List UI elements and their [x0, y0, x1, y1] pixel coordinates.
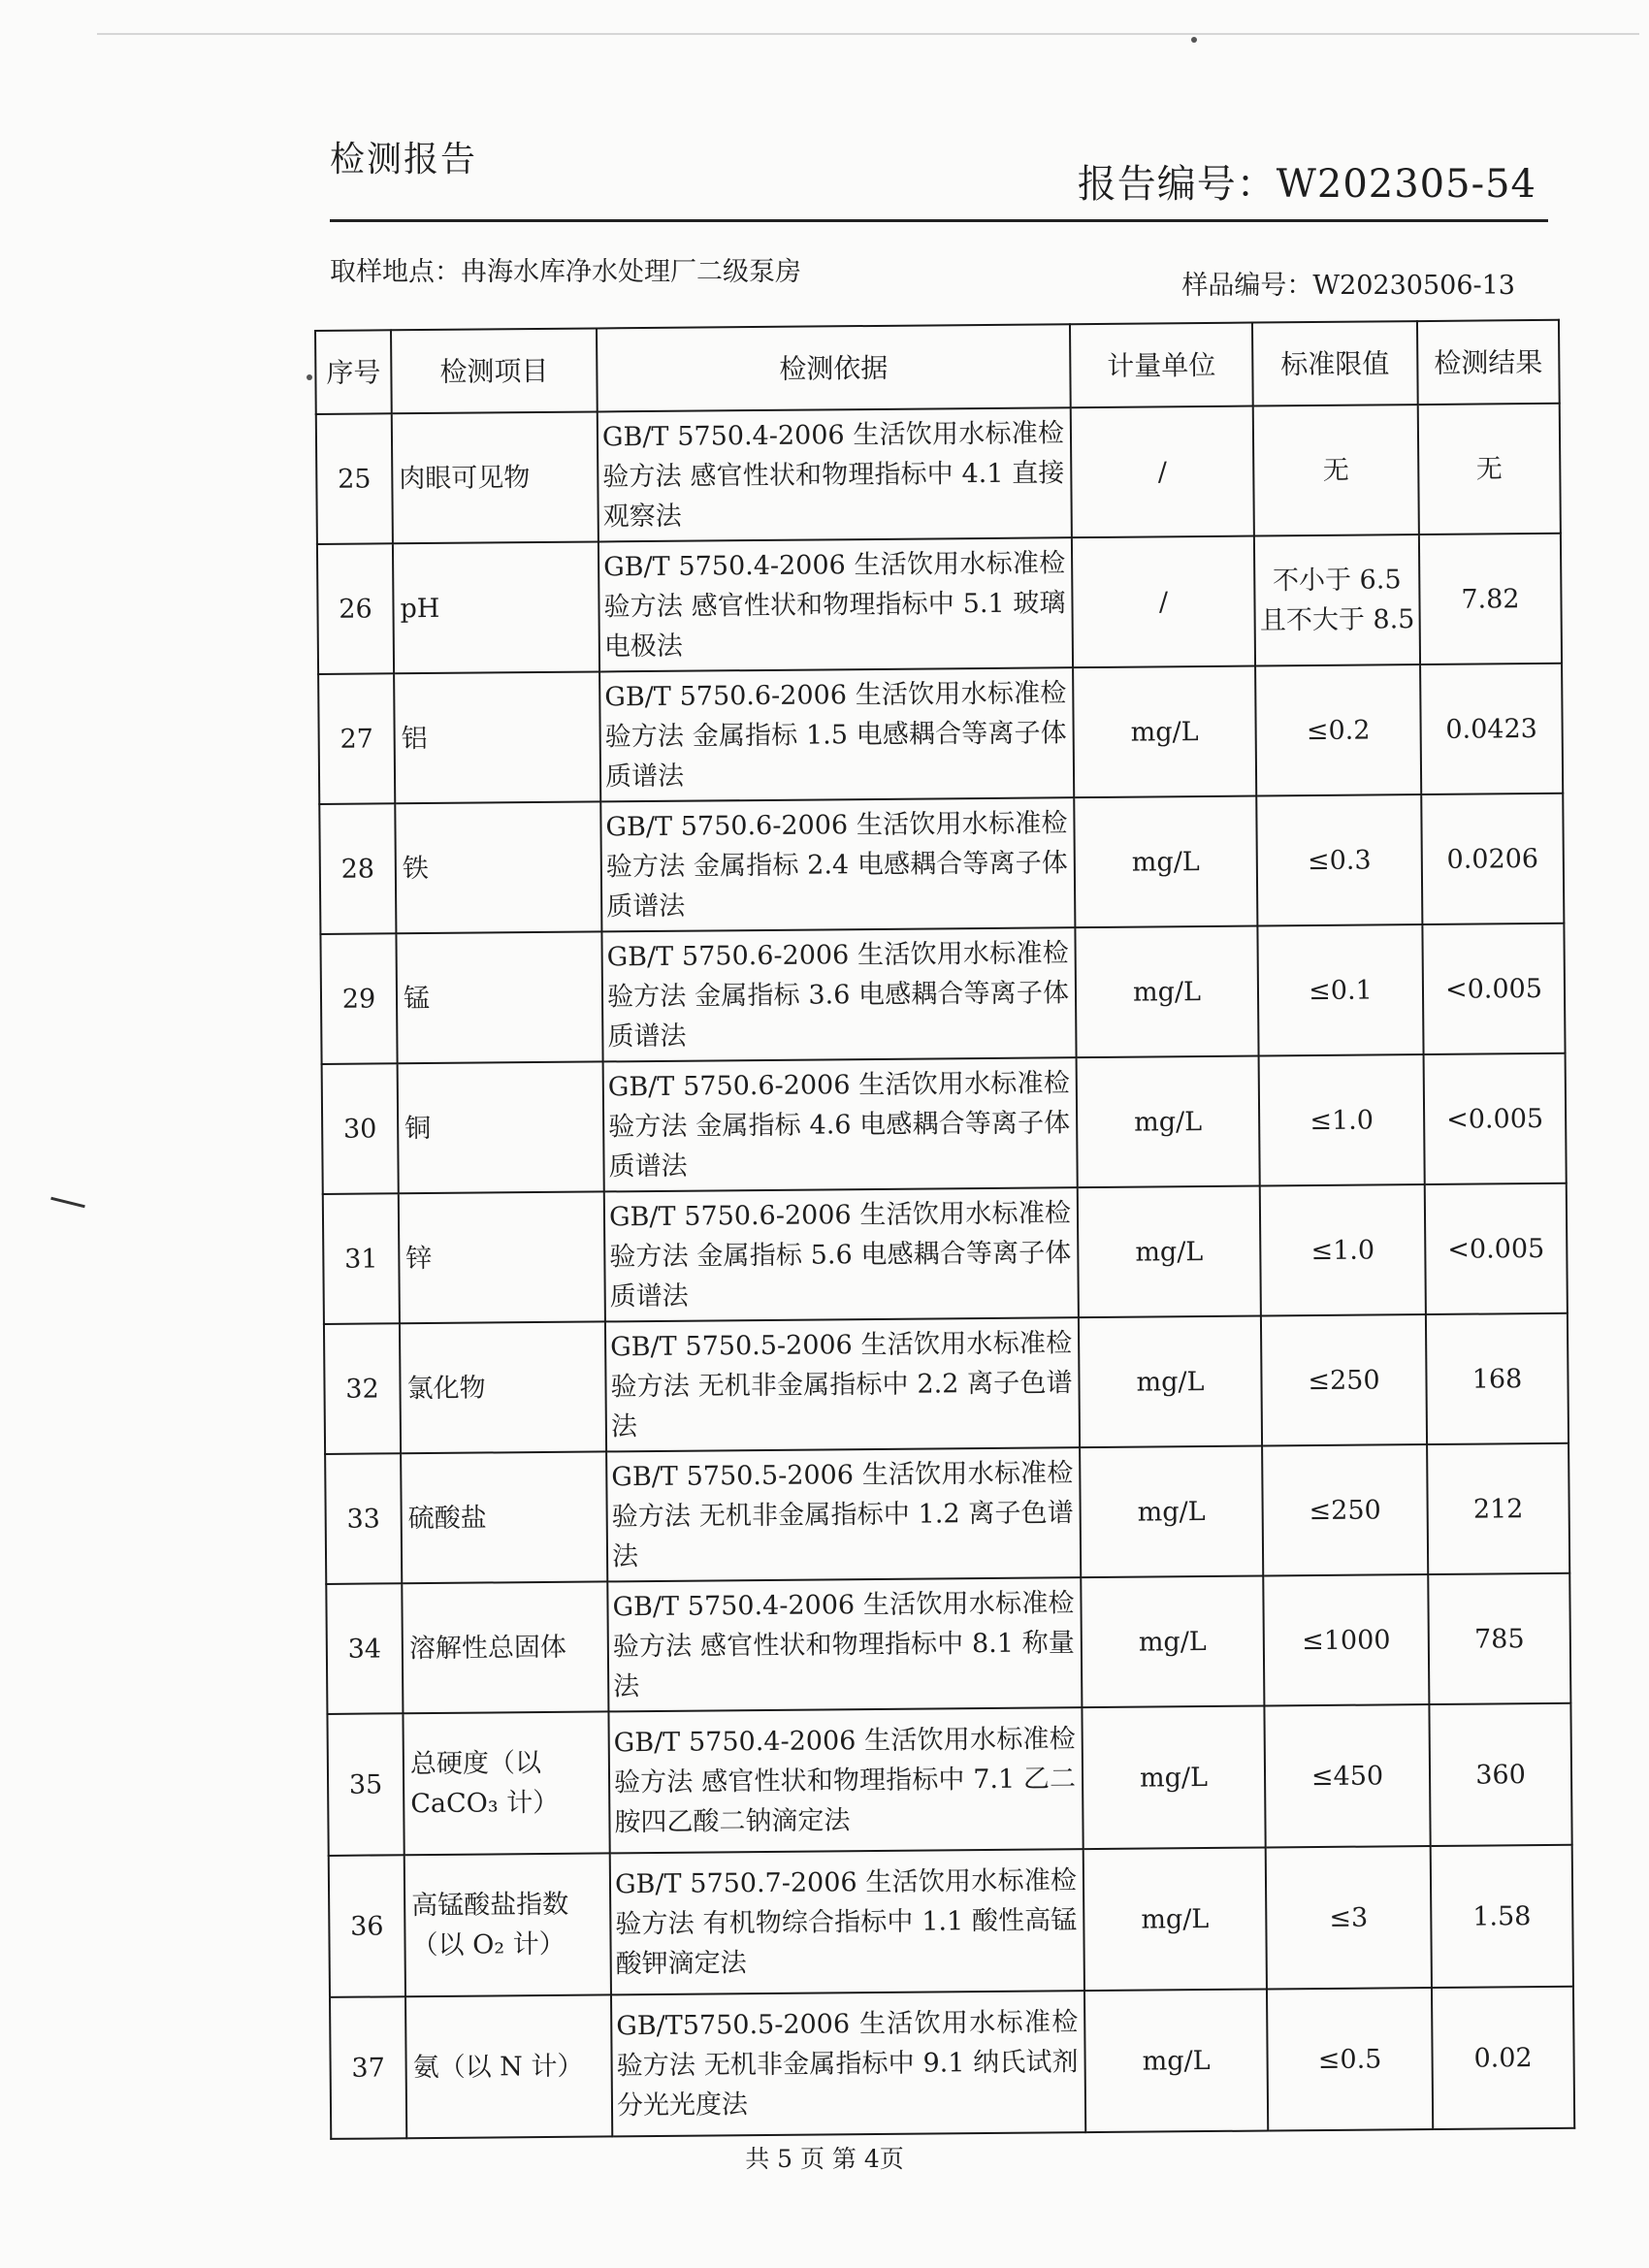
row-result: 7.82: [1419, 534, 1562, 664]
row-item: 高锰酸盐指数（以 O₂ 计）: [404, 1853, 611, 1996]
table-row: [329, 1845, 1573, 1997]
row-result: 0.0423: [1420, 664, 1563, 794]
row-limit: ≤450: [1264, 1704, 1430, 1847]
row-item: pH: [393, 541, 599, 673]
row-unit: mg/L: [1074, 796, 1257, 928]
row-no: 33: [325, 1453, 402, 1584]
sampling-location: 取样地点：冉海水库净水处理厂二级泵房: [330, 257, 801, 287]
row-basis: GB/T5750.5-2006 生活饮用水标准检验方法 无机非金属指标中 9.1 纳氏试剂分光光度法: [611, 1991, 1085, 2136]
header-divider: [330, 219, 1548, 222]
row-item: 总硬度（以 CaCO₃ 计）: [403, 1711, 609, 1855]
table-row: [324, 1313, 1568, 1454]
table-row: [318, 664, 1563, 804]
row-result: 212: [1427, 1443, 1569, 1574]
row-result: 785: [1428, 1573, 1570, 1704]
row-unit: mg/L: [1084, 1989, 1268, 2132]
row-unit: mg/L: [1075, 926, 1258, 1058]
row-item: 硫酸盐: [401, 1451, 607, 1583]
row-basis: GB/T 5750.5-2006 生活饮用水标准检验方法 无机非金属指标中 1.2 离子色谱法: [606, 1447, 1081, 1581]
row-unit: mg/L: [1077, 1056, 1260, 1188]
scan-speck: [1191, 37, 1197, 43]
row-limit: 不小于 6.5 且不大于 8.5: [1254, 535, 1420, 665]
row-limit: ≤0.1: [1257, 924, 1423, 1055]
row-no: 35: [327, 1713, 404, 1856]
row-result: 无: [1418, 404, 1561, 535]
row-item: 锰: [396, 931, 602, 1063]
row-limit: ≤1.0: [1259, 1054, 1425, 1185]
row-limit: ≤1.0: [1260, 1184, 1426, 1315]
row-unit: mg/L: [1078, 1186, 1261, 1318]
header-item: 检测项目: [391, 328, 598, 413]
table-row: [317, 534, 1562, 674]
row-limit: ≤3: [1266, 1846, 1432, 1989]
row-result: <0.005: [1424, 1053, 1567, 1184]
row-unit: mg/L: [1073, 666, 1256, 798]
row-limit: ≤1000: [1263, 1574, 1429, 1705]
row-limit: ≤0.3: [1256, 794, 1422, 925]
table-row: [325, 1443, 1569, 1584]
scan-mark: [50, 1197, 85, 1209]
row-basis: GB/T 5750.4-2006 生活饮用水标准检验方法 感官性状和物理指标中 4.1 直接观察法: [598, 407, 1072, 541]
report-number: 报告编号：W202305-54: [1077, 162, 1536, 207]
table-row: [326, 1573, 1570, 1714]
table-row: [323, 1183, 1568, 1324]
row-item: 肉眼可见物: [392, 411, 598, 543]
row-limit: ≤250: [1261, 1314, 1427, 1445]
table-header-row: [315, 320, 1560, 414]
row-unit: mg/L: [1082, 1706, 1265, 1850]
row-basis: GB/T 5750.4-2006 生活饮用水标准检验方法 感官性状和物理指标中 7.1 乙二胺四乙酸二钠滴定法: [608, 1707, 1083, 1853]
row-item: 铝: [394, 671, 600, 803]
row-limit: ≤0.2: [1255, 664, 1421, 795]
row-no: 25: [316, 413, 393, 544]
row-unit: /: [1072, 536, 1255, 668]
row-basis: GB/T 5750.6-2006 生活饮用水标准检验方法 金属指标 2.4 电感耦合等离子体质谱法: [600, 797, 1075, 931]
row-result: 168: [1426, 1313, 1568, 1444]
report-title: 检测报告: [330, 140, 478, 179]
row-item: 溶解性总固体: [402, 1581, 608, 1713]
table-row: [322, 1053, 1567, 1194]
row-unit: mg/L: [1081, 1576, 1264, 1708]
row-item: 氨（以 N 计）: [405, 1994, 612, 2138]
page-footer: 共 5 页 第 4页: [745, 2145, 904, 2173]
header-no: 序号: [315, 330, 392, 414]
row-limit: ≤0.5: [1267, 1988, 1433, 2130]
row-basis: GB/T 5750.4-2006 生活饮用水标准检验方法 感官性状和物理指标中 8.1 称量法: [607, 1577, 1082, 1711]
table-row: [320, 923, 1565, 1064]
row-item: 铁: [395, 801, 601, 933]
header-result: 检测结果: [1417, 320, 1560, 405]
table-row: [319, 794, 1564, 934]
scan-top-rule: [97, 33, 1639, 35]
row-no: 37: [330, 1996, 406, 2139]
row-no: 27: [318, 673, 395, 804]
row-item: 锌: [399, 1191, 605, 1323]
row-result: 0.02: [1432, 1987, 1574, 2129]
row-result: <0.005: [1422, 923, 1565, 1054]
header-basis: 检测依据: [597, 324, 1071, 411]
row-no: 26: [317, 543, 394, 674]
scan-speck: [307, 374, 312, 380]
row-limit: ≤250: [1262, 1444, 1428, 1575]
row-result: 0.0206: [1421, 794, 1564, 924]
row-basis: GB/T 5750.5-2006 生活饮用水标准检验方法 无机非金属指标中 2.2 离子色谱法: [605, 1317, 1080, 1451]
row-result: <0.005: [1425, 1183, 1568, 1314]
row-basis: GB/T 5750.6-2006 生活饮用水标准检验方法 金属指标 4.6 电感耦合等离子体质谱法: [603, 1057, 1078, 1191]
row-no: 28: [319, 803, 396, 934]
row-no: 34: [326, 1583, 403, 1714]
table-row: [316, 404, 1561, 544]
header-limit: 标准限值: [1252, 321, 1418, 405]
row-unit: mg/L: [1083, 1848, 1267, 1992]
sample-id: 样品编号：W20230506-13: [1181, 271, 1515, 301]
row-result: 360: [1429, 1703, 1571, 1846]
row-no: 29: [320, 933, 397, 1064]
row-basis: GB/T 5750.6-2006 生活饮用水标准检验方法 金属指标 3.6 电感耦合等离子体质谱法: [601, 927, 1076, 1061]
row-unit: mg/L: [1079, 1316, 1262, 1448]
row-basis: GB/T 5750.6-2006 生活饮用水标准检验方法 金属指标 1.5 电感耦合等离子体质谱法: [599, 667, 1074, 801]
row-result: 1.58: [1431, 1845, 1573, 1988]
table-row: [330, 1987, 1574, 2139]
row-basis: GB/T 5750.7-2006 生活饮用水标准检验方法 有机物综合指标中 1.1 酸性高锰酸钾滴定法: [610, 1849, 1084, 1994]
row-no: 31: [323, 1193, 400, 1324]
row-limit: 无: [1253, 405, 1419, 535]
table-row: [327, 1703, 1571, 1856]
row-unit: /: [1071, 406, 1254, 538]
header-unit: 计量单位: [1070, 323, 1253, 408]
row-item: 氯化物: [400, 1321, 606, 1453]
row-no: 32: [324, 1323, 401, 1454]
row-basis: GB/T 5750.4-2006 生活饮用水标准检验方法 感官性状和物理指标中 5.1 玻璃电极法: [598, 537, 1073, 671]
test-results-table: [314, 319, 1575, 2140]
row-no: 36: [329, 1855, 405, 1997]
row-basis: GB/T 5750.6-2006 生活饮用水标准检验方法 金属指标 5.6 电感耦合等离子体质谱法: [604, 1187, 1079, 1321]
row-no: 30: [322, 1063, 399, 1194]
row-item: 铜: [398, 1061, 604, 1193]
row-unit: mg/L: [1080, 1446, 1263, 1578]
